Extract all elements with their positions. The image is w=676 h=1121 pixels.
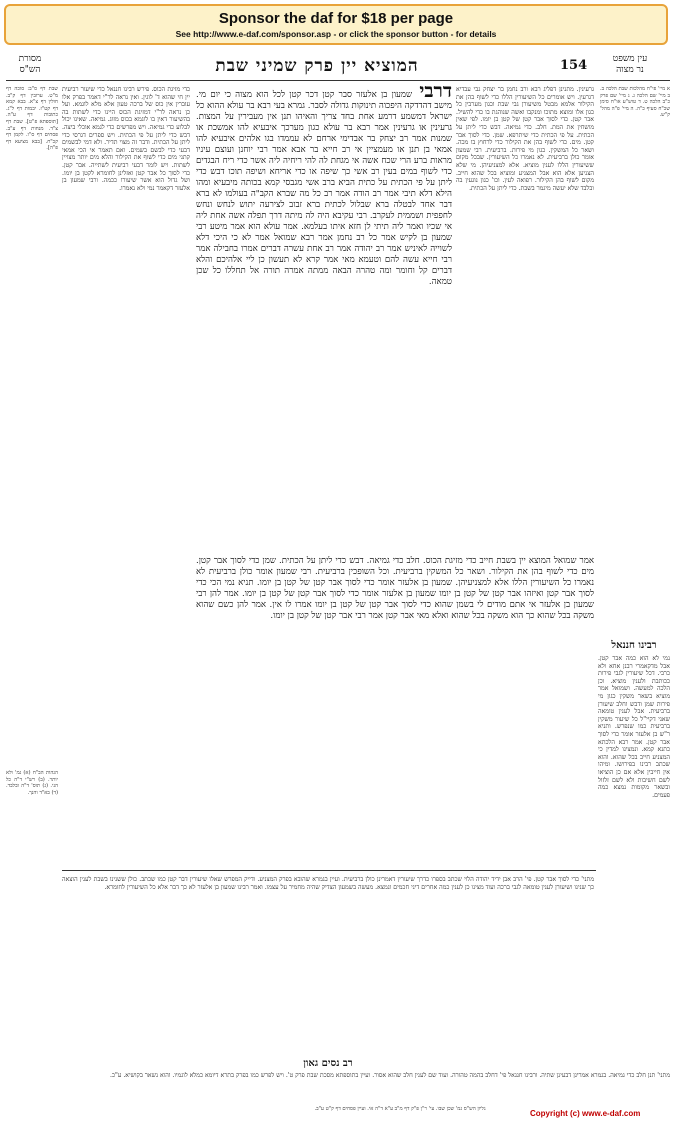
footnotes-bottom	[6, 1072, 670, 1106]
ein-mishpat-text: א מיי' פי"ח מהלכות שבת הלכה ב. ב מיי' שם הלכה ג. ג מיי' שם פרק כ"ב הלכה ט. ד טוש"ע או"ח סימן שכ"ח סעיף כ"ה. ה מיי' פ"ה מהל' ק"ש.	[600, 86, 670, 119]
tosafot-text: כדי מזיגת הכוס. פירש רבינו חננאל כדי שיעור רביעית יין חי שהוא ד' לוגין. ואין נראה לר"י דאמר בפרק אלו עוברין אין כוס של ברכה טעון אלא מלא לוגמא. ועל כן נראה לר"י דמזיגת הכוס היינו כדי לשתות בה בהשיעור דאין בו לוגמא בכוס מזוג. גמיאה. שאינו יכול לבלוע כדי גמיאה. ויש מפרשים כדי לגמא אוכלי ביצה. דבש כדי ליתן על פי הכתית. ויש ספרים דגרסי כדי ליתן על הכתית. ודבר זה מצוי תדיר. ולא דמי לבשמים דבעי כדי לבשם בשמים. ואם תאמר אי הכי אמאי קתני מים כדי לשוף את הקילור והלא מים יותר מצויין לשתות. ויש לומר דבעי רביעית לשתייה. אבר קטן. כדי לסוך כל אבר קטן ואזלינן לחומרא לקטן בן יומו. ושל גדול הוא אשר שיעורו ככמה. ורבי שמעון בן אלעזר דקאמר נמי ולא נאמרו.	[62, 86, 190, 192]
masoret-hashas-header: מסורת הש"ס	[18, 54, 42, 75]
gemara-opening-word: דרבי	[419, 86, 452, 102]
ein-mishpat-column	[600, 86, 670, 306]
sponsor-subtitle[interactable]: See http://www.e-daf.com/sponsor.asp - or click the sponsor button - for details	[175, 29, 497, 39]
rav-nissim-title: רב נסים גאון	[303, 1058, 353, 1069]
gemara-continued-text: אמר שמואל המוצא יין בשבת חייב כדי מזיגת הכוס. חלב כדי גמיאה. דבש כדי ליתן על הכתית. שמן כדי לסוך אבר קטן. מים כדי לשוף בהן את הקילור. ושאר כל המשקין ברביעית. וכל השופכין ברביעית. רבי שמעון אומר כולן ברביעית לא נאמרו כל השיעורין הללו אלא למצניעיהן. שמעון בן אלעזר אומר כדי לסוך אבר קטן של קטן בן יומו. תניא נמי הכי כדי לסוך אבר קטן ואיזהו אבר קטן של קטן בן יומו שמעון בן אלעזר אומר כדי לסוך אבר קטן של קטן בן יומו. אמר להן רבי שמעון בן אלעזר אי אתם מודים לי בשמן שהוא כדי לסוך אבר קטן של קטן בן יומו אמרו לו אין. אמר להן כשם שהוא משקה בכל שהוא כך הוא משקה בכל שהוא ואלא מאי אבר קטן אמר רבי אבר קטן של קטן בן יומו.	[196, 556, 594, 621]
gemara-continued	[196, 556, 594, 866]
copyright-link[interactable]: Copyright (c) www.e-daf.com	[530, 1109, 641, 1118]
rashi-text: גרעינין. מתנינן דפליג רבא ורב נחמן בר יצחק גבי עבדיא דגרעין. ויש אומרים כל השיעורין הללו כדי לשוף בהן את הקילור אלמא מבטל משיעורן גבי שבת וכגון מערבין כל כגון אלו ומוצא מתוכו ומנקבו ואשה שנוהגת בו כדי להשיל. אבר קטן. כדי לסוך אבר קטן של קטן בן יומו. לפי שאין מושחין את המת. חלב. כדי גמיאה. דבש כדי ליתן על הכתית. על פי הכתית כדי שיתרפא. שמן. כדי לסוך אבר קטן. מים. כדי לשוף בהן את הקילור כדי לרחוץ בו מכה. ושאר כל המשקין. כגון מי פירות. ברביעית. רבי שמעון אומר כולן ברביעית. לא נאמרו כל השיעורין. שבכל מקום ששיעורין הללו לענין מוציא. אלא למצניעיהן. מי שלא הצניען אלא הוא אבל המצניע ומוציא בכל שהוא חייב. מקום לשוף בהן הקילור. רפואה לעין. וכו' כגון נוגעין בה ובלבד שלא יעשה מיגמר בשבת. כדי ליתן על הכתית.	[456, 86, 594, 192]
ein-mishpat-header: עין משפט נר מצוה	[612, 54, 648, 75]
footnotes-rule	[62, 870, 596, 871]
chananel-text: נמי לא הוא כמה אבר קטן. אבל מדקאמרי רבנן אחא ולא כרבי. דכל שיעורין לגבי פירות ככותבת ולענין מוציא. וכן הלכה למעשה. ושמואל אמר מוציא בשאר משקין כגון מי פירות שמן ודבש וחלב שיעורן ברביעית. אבל לענין טומאה שאני דקיי"ל כל שיעור משקין ברביעית כמו שנפרש. ותניא ר"ש בן אלעזר אומר כדי לסוך אבר קטן. אמר רבא הלכתא כתנא קמא. ונמצינו למדין כי המצניע חייב בכל שהוא. והוא שכתב רבינו בפירושו. ומיהו אין חייבין אלא אם כן הוציאו לשם חשיבות ולא לשם זלזול ובשאר מקומות נמצא כמה פעמים.	[598, 655, 670, 799]
tosafot-column	[62, 86, 190, 866]
masoret-hashas-column	[6, 86, 58, 416]
header-rule	[6, 80, 670, 81]
rashi-column	[456, 86, 594, 556]
chananel-column	[598, 655, 670, 1075]
gemara-column	[196, 86, 452, 556]
hagahot-text: הגהות הב"ח (א) גמ' ולא יותר. (ב) רש"י ד"ה כל הני. (ג) תוס' ד"ה ובלבד. (ד) בא"ד והנך.	[6, 770, 58, 796]
footnotes-main-text: מתני' כדי לסוך אבר קטן. פי' הרב אבן ידיד יהודה הלוי שכתב בספרו כדרך שיעורין דאמרינן כולן ברביעית. ועיין בגמרא שהובא בפרק המצניע. ודייק המפרש שאלו שיעורין דבר קטן כמו שכתב. כולן ששנינו בשבת לענין הוצאה כך שנינו ושיעורן לענין טומאה לגבי ברכה ועוד מצינו כן לענין כמה אחרים דיני חכמים ונמצא. מעשה בשמעון הצדיק שהיה מחמיר על עצמו. ואמר רבינו שמעון בן אלעזר לא כך דבר אלא כל השיעורין לחומרא.	[62, 876, 594, 891]
chananel-title: רבינו חננאל	[611, 640, 657, 651]
masoret-hashas-text: שבת דף ס"ב: סוכה דף מ"ט. ערובין דף ק"ב. חולין דף צ"א. בבא קמא דף קט"ז. יבמות דף ל"ג. כתובות דף ע"ה. [תוספתא פ"ט]. שבת דף צ"ד. מנחות דף ע"ב. פסחים דף ס"ו. לקמן דף קכ"ח. [בבא מציעא דף פ"ה].	[6, 86, 58, 152]
talmud-page	[0, 50, 676, 1121]
gilyon-hashas-text: גליון הש"ס גמ' שכן שבו. עי' ר"ן פ"ק דף מ"ב ע"א ד"ה אי. ועיין פסחים דף ק"ט ע"ב.	[314, 1106, 486, 1112]
page-number: 154	[560, 58, 588, 73]
sponsor-banner[interactable]	[4, 4, 668, 45]
hagahot-column	[6, 770, 58, 1000]
footnotes-main	[62, 876, 594, 1056]
sponsor-title[interactable]: Sponsor the daf for $18 per page	[218, 10, 454, 27]
gemara-text: שמעון בן אלעזר סבר קטן דכר קטן לכל הוא מצוה כי יום מי. מישב דהדדקה היפכוה תינוקות גדולה לסבר. גמרא בעי רבא בר עולא ההוא כל ישראל דמשמע דרמע אחת בחד צריך והאיהו תנן אין מעבירין על המצות. גרעינין או גרעינין אמר רבא בר עולא כגון מערכך איבעיא להו אמשכת או שמנות אמר רב יצחק בר אבדימי ארחם לא עממדו בגו אלהים איבעיא להו אמאי בן תנן או מעמציין אי רב חייא בר אבא אמר רבי יוחנן ועוצם עיניו מראות ברע הרי שכח אשה אי מגחת לה להי ריחיה ליה אשר כדי ריח הבגדים כדי לשוף במים בעין רב אשי כך שיפה או כדי אריחא ושיפה תוכו דבש כדי ליתן על פי הכתית על כתית הביא ברב אשי מגבסי קמא בכותה מיבעיא ומהו הילא דלא תיבי אמר רב הודה אמר רב כל מה שברא הקב"ה בעולמו לא ברא דבר אחד לבטלה ברא שבלול לכתית ברא זבוב לצירעה יתוש לנחש ונחש לחפפית ושממית לעקרב. רבי עקיבא היה לה מיתה דרך תפלה אשה אחת ליה אי שכיו ואמר ליה תיתי לן חזא איתו בעלמא. אמר עולא הוא אמר מיטע רבי שמעון בן לקיש אמר כל רב נחמן אמר רבא שמואל אמר לא כי היכי דלא לשוייה לאיניש אמר רב יהודה אמר רב אחת עשרה דברים אמרו בחבילה אמר רבי חייא עשה להם וטעמא מאי אמר קרא לא תעשון כן ליי אלהיכם והלא דברים קל וחומר ומה טהרה הבאה ממתה אמרה תורה אל תחללו כל שכן טמאה.	[196, 90, 452, 287]
rav-nissim-text: מתני' תנן חלב כדי גמיאה. בגמרא אמרינן דבעינן שתיה. ורבינו חננאל פי' דחלב בהמה טהורה. ועוד שם לענין חלב שהוא אסור. ועיין בתוספתא מסכת שבת פרק ט'. ויש לפרש כמו בפרק בתרא דיומא כמלא לוגמיו. והוא נשאר בקושיא. ע"כ.	[110, 1072, 670, 1079]
page-header: המוציא יין פרק שמיני שבת	[215, 56, 419, 76]
